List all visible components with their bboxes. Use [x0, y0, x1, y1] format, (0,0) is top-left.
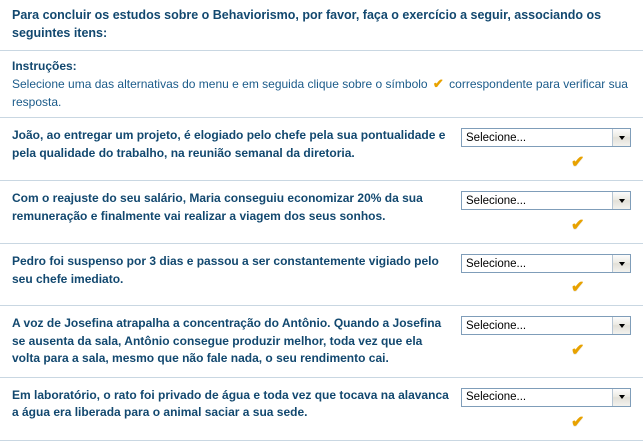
- answer-column: [461, 253, 633, 296]
- answer-select[interactable]: [461, 191, 631, 210]
- answer-select-value: Selecione...: [466, 131, 527, 144]
- chevron-down-icon[interactable]: [612, 129, 630, 146]
- chevron-down-icon[interactable]: [612, 389, 630, 406]
- answer-column: [461, 315, 633, 359]
- question-row: [0, 244, 643, 306]
- chevron-down-icon[interactable]: [612, 317, 630, 334]
- answer-select[interactable]: [461, 316, 631, 335]
- answer-select-value: Selecione...: [466, 257, 527, 270]
- question-row: [0, 181, 643, 244]
- answer-column: [461, 387, 633, 431]
- question-row: [0, 306, 643, 377]
- answer-select-value: Selecione...: [466, 319, 527, 332]
- answer-select[interactable]: [461, 388, 631, 407]
- verify-answer-icon[interactable]: ✔: [571, 217, 585, 235]
- chevron-down-icon[interactable]: [612, 255, 630, 272]
- question-text: A voz de Josefina atrapalha a concentração do Antônio. Quando a Josefina se ausenta da sala, Antônio consegue produzir melhor, toda vez que ela volta para a sala, mesmo que não fale nada, o seu rendimento cai.: [12, 316, 442, 366]
- question-text: Pedro foi suspenso por 3 dias e passou a ser constantemente vigiado pelo seu chefe imediato.: [12, 254, 439, 286]
- answer-select-value: Selecione...: [466, 194, 527, 207]
- page-title: Para concluir os estudos sobre o Behaviorismo, por favor, faça o exercício a seguir, associando os seguintes itens:: [12, 8, 602, 41]
- instructions-text-before: Selecione uma das alternativas do menu e em seguida clique sobre o símbolo: [12, 77, 428, 92]
- question-text: Com o reajuste do seu salário, Maria conseguiu economizar 20% da sua remuneração e finalmente vai realizar a viagem dos seus sonhos.: [12, 191, 423, 223]
- instructions-text: [12, 75, 633, 111]
- instructions-title: Instruções:: [12, 59, 77, 74]
- answer-select-value: Selecione...: [466, 391, 527, 404]
- instructions-block: [0, 51, 643, 118]
- page-header: [0, 0, 643, 51]
- answer-column: [461, 127, 633, 171]
- verify-answer-icon[interactable]: ✔: [571, 342, 585, 360]
- verify-answer-icon[interactable]: ✔: [571, 413, 585, 431]
- question-text: João, ao entregar um projeto, é elogiado pelo chefe pela sua pontualidade e pela qualidade do trabalho, na reunião semanal da diretoria.: [12, 128, 446, 160]
- verify-answer-icon[interactable]: ✔: [571, 154, 585, 172]
- question-row: [0, 378, 643, 441]
- checkmark-icon: ✔: [432, 76, 444, 92]
- instructions-text-after: correspondente para verificar sua resposta.: [12, 77, 628, 110]
- answer-select[interactable]: [461, 128, 631, 147]
- chevron-down-icon[interactable]: [612, 192, 630, 209]
- question-row: [0, 118, 643, 181]
- verify-answer-icon[interactable]: ✔: [571, 279, 585, 297]
- answer-select[interactable]: [461, 254, 631, 273]
- question-text: Em laboratório, o rato foi privado de água e toda vez que tocava na alavanca a água era liberada para o animal saciar a sua sede.: [12, 387, 449, 420]
- answer-column: [461, 190, 633, 234]
